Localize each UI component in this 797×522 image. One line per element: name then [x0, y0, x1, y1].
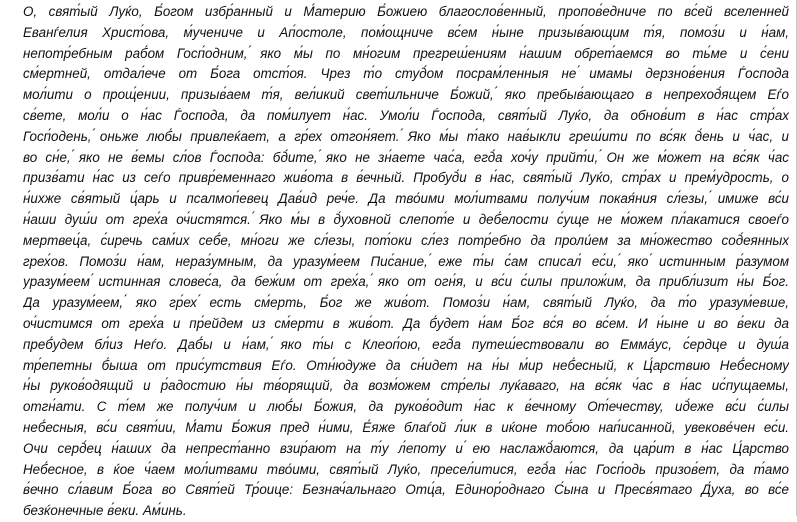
text-line: мол́ити о прощ́ении, призыв́аем т́я, вел́икий свет́ильниче Б́ожий, ́яко пребыв́ающаго в непреход́ящем Еѓо: [23, 87, 789, 103]
text-line: призв́ати н́ас из сеѓо привр́еменнаго жив́ота в в́ечный. Пробуд́и в н́ас, свят́ый Луќо, стр́ах и прем́удрость, о: [23, 170, 789, 186]
text-line: преб́удем бл́из Неѓо. Даб́ы и н́ам, ́яко т́ы с Клеоп́ою, егд́а путеш́ествовали во Емма́ус, с́ердце и душ́а: [23, 336, 789, 352]
text-line: грех́ов. Помоз́и н́ам, нераз́умным, да уразум́еем Пис́ание, ́еже т́ы с́ам списал́ ес́и, ́яко ́истинным р́азумом: [23, 253, 789, 269]
text-line: отгн́ати. С т́ем же получ́им и люб́ы Б́ожия, да руков́одит н́ас к в́ечному От́ечеству, ид́еже вс́и с́илы: [23, 399, 789, 415]
text-line: мертвец́а, с́иречь сам́их себ́е, мн́оги же сл́езы, пот́оки сл́ез потр́ебно да проли́ем за мн́ожество сод́еянных: [23, 232, 789, 248]
text-line: непотр́ебным раб́ом Госп́одним, ́яко м́ы по мн́огим прегреш́ениям н́ашим обрет́аемся во ть́ме и с́ени: [23, 45, 789, 61]
text-line: ́Очи серд́ец н́аших да непрест́анно взир́ают на т́у л́епоту и ́ею наслажд́аются, да цар́ит в н́ас Ц́арство: [23, 440, 789, 456]
text-line: см́ертней, отдал́ече от Б́ога отст́оя. Чрез т́о студ́ом посрам́ленныя не ́имамы дерзнов́ения Ѓоспода: [23, 66, 789, 82]
text-line: н́аши душ́и от грех́а оч́истятся. ́Яко м́ы в д́уховной слепот́е и деб́елости с́уще не м́ожем пл́акатися своеѓо: [23, 211, 789, 227]
text-line: Госп́одень, ́оньже люб́ы привлеќает, а гр́ех отгон́яет. ́Яко м́ы т́ако нав́ыкли греш́ити по вс́як д́ень и ч́ас, и: [23, 128, 789, 144]
text-line: во сн́е, ́яко не в́емы сл́ов Ѓоспода: бд́ите, ́яко не зн́аете час́а, егд́а хоч́у прийт́и, ́Он же м́ожет на вс́як ч́ас: [23, 149, 789, 165]
text-line: св́ете, мол́и о н́ас Ѓоспода, да пом́илует н́ас. Умол́и Ѓоспода, свят́ый Луќо, да обнов́ит в н́ас стр́ах: [23, 107, 789, 123]
text-line: О, свят́ый Луќо, Б́огом избр́анный и М́атерию Б́ожиею благослов́енный, пропов́едниче по вс́ей вселенней: [23, 4, 789, 19]
text-line: в́ечно сл́авим Б́ога во Свят́ей Тр́оице: Безнач́альнаго Отц́а, Единор́однаго С́ына и Пресв́ятаго Д́уха, во вс́е: [23, 482, 789, 498]
text-line: Да уразум́еем, ́яко гр́ех ́есть см́ерть, Б́ог же жив́от. Помоз́и н́ам, свят́ый Луќо, да т́о уразум́евше,: [23, 295, 789, 311]
text-line: Неб́есное, в ќое ч́аем мол́итвами тво́ими, свят́ый Луќо, пресел́итися, егд́а н́ас Госп́одь призов́ет, да т́амо: [23, 461, 789, 477]
text-line: тр́епетны б́ыша от прис́утствия Еѓо. Отн́юдуже да сн́идет на н́ы м́ир неб́есный, к Ц́арствию Неб́есному: [23, 357, 789, 373]
text-line: уразум́еем ́истинная словес́а, да беж́им от грех́а, ́яко от огн́я, и вс́и с́илы прилож́им, да прибл́изит н́ы Б́ог.: [23, 274, 789, 290]
text-line: н́ы руков́одящий и р́адостию н́ы тв́орящий, да возм́ожем стр́елы луќаваго, на вс́як ч́ас в н́ас ис́пущаемы,: [23, 378, 789, 394]
text-line: н́ихже св́ятый ц́арь и псалмоп́евец Дав́ид реч́е. Да тво́ими мол́итвами получ́им покая́ния сл́езы, ́имиже вс́и: [23, 191, 789, 207]
text-line: Еванѓелия Христ́ова, м́учениче и Ап́остоле, пом́ощниче вс́ем н́ыне призыв́ающим т́я, помоз́и и н́ам,: [23, 24, 789, 40]
prayer-text: [23, 2, 789, 522]
text-line: оч́истимся от грех́а и пр́ейдем из см́ерти в жив́от. Да б́удет н́ам Б́ог вс́я во вс́ем. И н́ыне и во в́еки да: [23, 315, 789, 331]
text-line: неб́есныя, вс́и свят́ии, М́ати Б́ожия пред н́ими, Е́яже блаѓой л́ик в иќоне тоб́ою нап́исанной, увекове́чен ес́и.: [23, 419, 789, 435]
text-line-last: безќонечные в́еки. Ам́инь.: [23, 503, 187, 519]
